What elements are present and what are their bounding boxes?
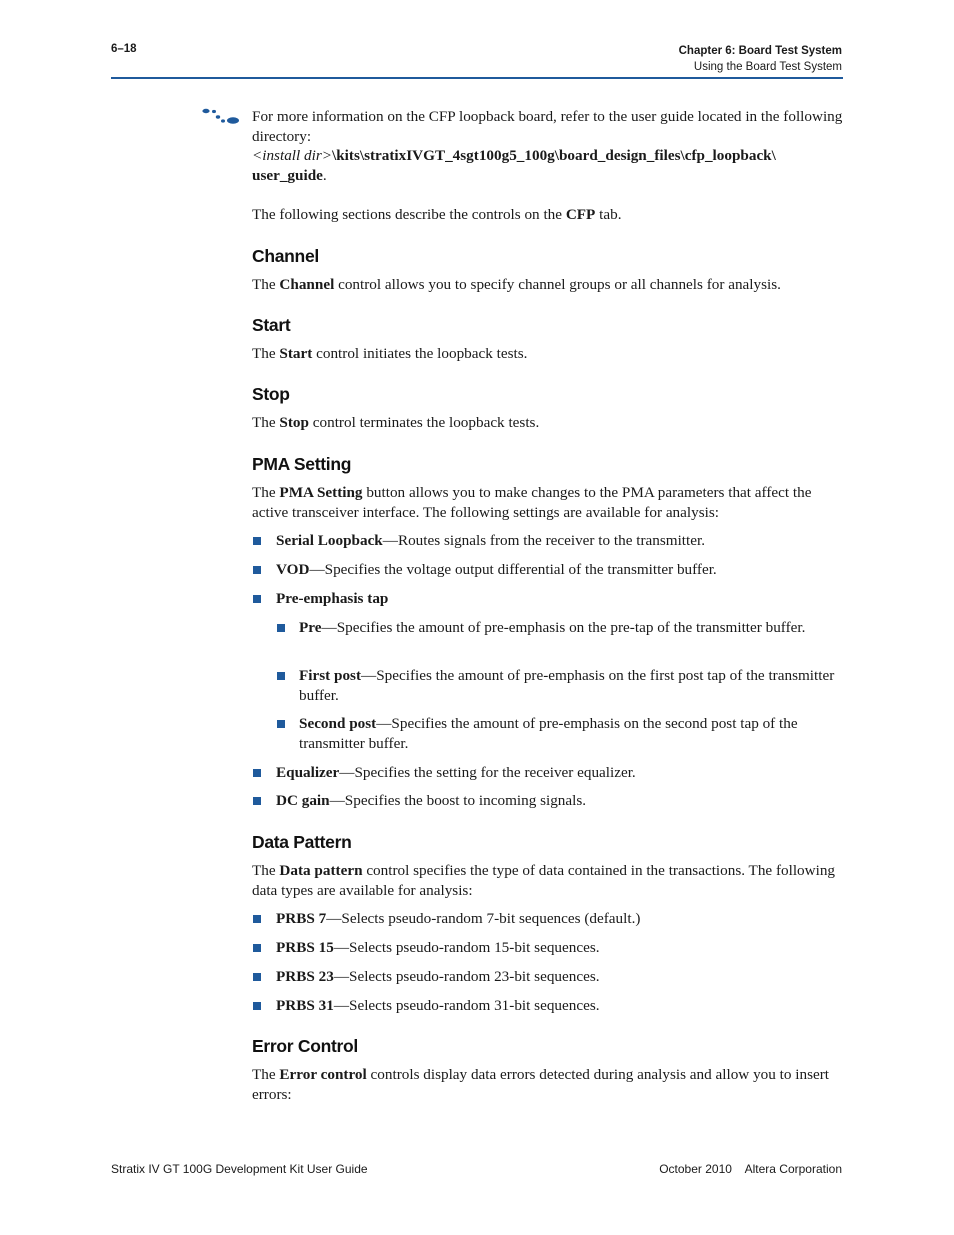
list-item: Equalizer—Specifies the setting for the receiver equalizer.: [252, 763, 844, 783]
heading-pma-setting: PMA Setting: [252, 454, 352, 474]
pma-paragraph: The PMA Setting button allows you to make changes to the PMA parameters that affect the active transceiver interface. The following settings are available for analysis:: [252, 484, 812, 521]
list-item: VOD—Specifies the voltage output differential of the transmitter buffer.: [252, 560, 844, 580]
list-item: Pre-emphasis tap: [252, 589, 844, 609]
bullet-square-icon: [253, 915, 261, 923]
bullet-square-icon: [253, 566, 261, 574]
error-control-paragraph: The Error control controls display data errors detected during analysis and allow you to insert errors:: [252, 1066, 830, 1103]
heading-start: Start: [252, 315, 291, 335]
guide-path: \kits\stratixIVGT_4sgt100g5_100g\board_design_files\cfp_loopback\ user_guide: [252, 147, 776, 184]
footer-doc-title: Stratix IV GT 100G Development Kit User Guide: [111, 1162, 368, 1176]
bullet-square-icon: [277, 720, 285, 728]
channel-paragraph: The Channel control allows you to specify channel groups or all channels for analysis.: [252, 276, 781, 293]
note-footsteps-icon: [201, 108, 241, 126]
heading-stop: Stop: [252, 384, 290, 404]
list-item: PRBS 23—Selects pseudo-random 23-bit sequences.: [252, 967, 844, 987]
heading-error-control: Error Control: [252, 1036, 358, 1056]
bullet-square-icon: [277, 672, 285, 680]
list-item: PRBS 7—Selects pseudo-random 7-bit sequences (default.): [252, 909, 844, 929]
running-header: [679, 43, 842, 75]
sub-list-item: Pre—Specifies the amount of pre-emphasis on the pre-tap of the transmitter buffer.: [276, 618, 844, 638]
heading-data-pattern: Data Pattern: [252, 832, 352, 852]
intro-paragraph: The following sections describe the controls on the CFP tab.: [252, 206, 622, 223]
start-paragraph: The Start control initiates the loopback tests.: [252, 345, 528, 362]
list-item: Serial Loopback—Routes signals from the receiver to the transmitter.: [252, 531, 844, 551]
heading-channel: Channel: [252, 246, 319, 266]
section-title: Using the Board Test System: [693, 61, 842, 73]
chapter-title: Chapter 6: Board Test System: [678, 45, 842, 57]
install-dir: <install dir>: [252, 147, 332, 164]
bullet-square-icon: [253, 973, 261, 981]
stop-paragraph: The Stop control terminates the loopback tests.: [252, 414, 540, 431]
list-item: DC gain—Specifies the boost to incoming signals.: [252, 791, 844, 811]
page-number: 6–18: [111, 43, 137, 55]
list-item: PRBS 31—Selects pseudo-random 31-bit sequences.: [252, 996, 844, 1016]
list-item: PRBS 15—Selects pseudo-random 15-bit sequences.: [252, 938, 844, 958]
bullet-square-icon: [253, 797, 261, 805]
bullet-square-icon: [253, 769, 261, 777]
sub-list-item: Second post—Specifies the amount of pre-emphasis on the second post tap of the transmitter buffer.: [276, 714, 844, 753]
header-rule: [111, 77, 843, 79]
bullet-square-icon: [277, 624, 285, 632]
footer-date-company: October 2010 Altera Corporation: [659, 1162, 842, 1176]
data-pattern-paragraph: The Data pattern control specifies the type of data contained in the transactions. The following data types are available for analysis:: [252, 862, 836, 899]
sub-list-item: First post—Specifies the amount of pre-emphasis on the first post tap of the transmitter buffer.: [276, 666, 844, 705]
bullet-square-icon: [253, 537, 261, 545]
note-paragraph: For more information on the CFP loopback board, refer to the user guide located in the following directory: <install dir>\kits\stratixIVGT_4sgt100g5_100g\board_design_files\cfp_loopback\ user_guide.: [252, 108, 843, 184]
bullet-square-icon: [253, 1002, 261, 1010]
bullet-square-icon: [253, 944, 261, 952]
bullet-square-icon: [253, 595, 261, 603]
